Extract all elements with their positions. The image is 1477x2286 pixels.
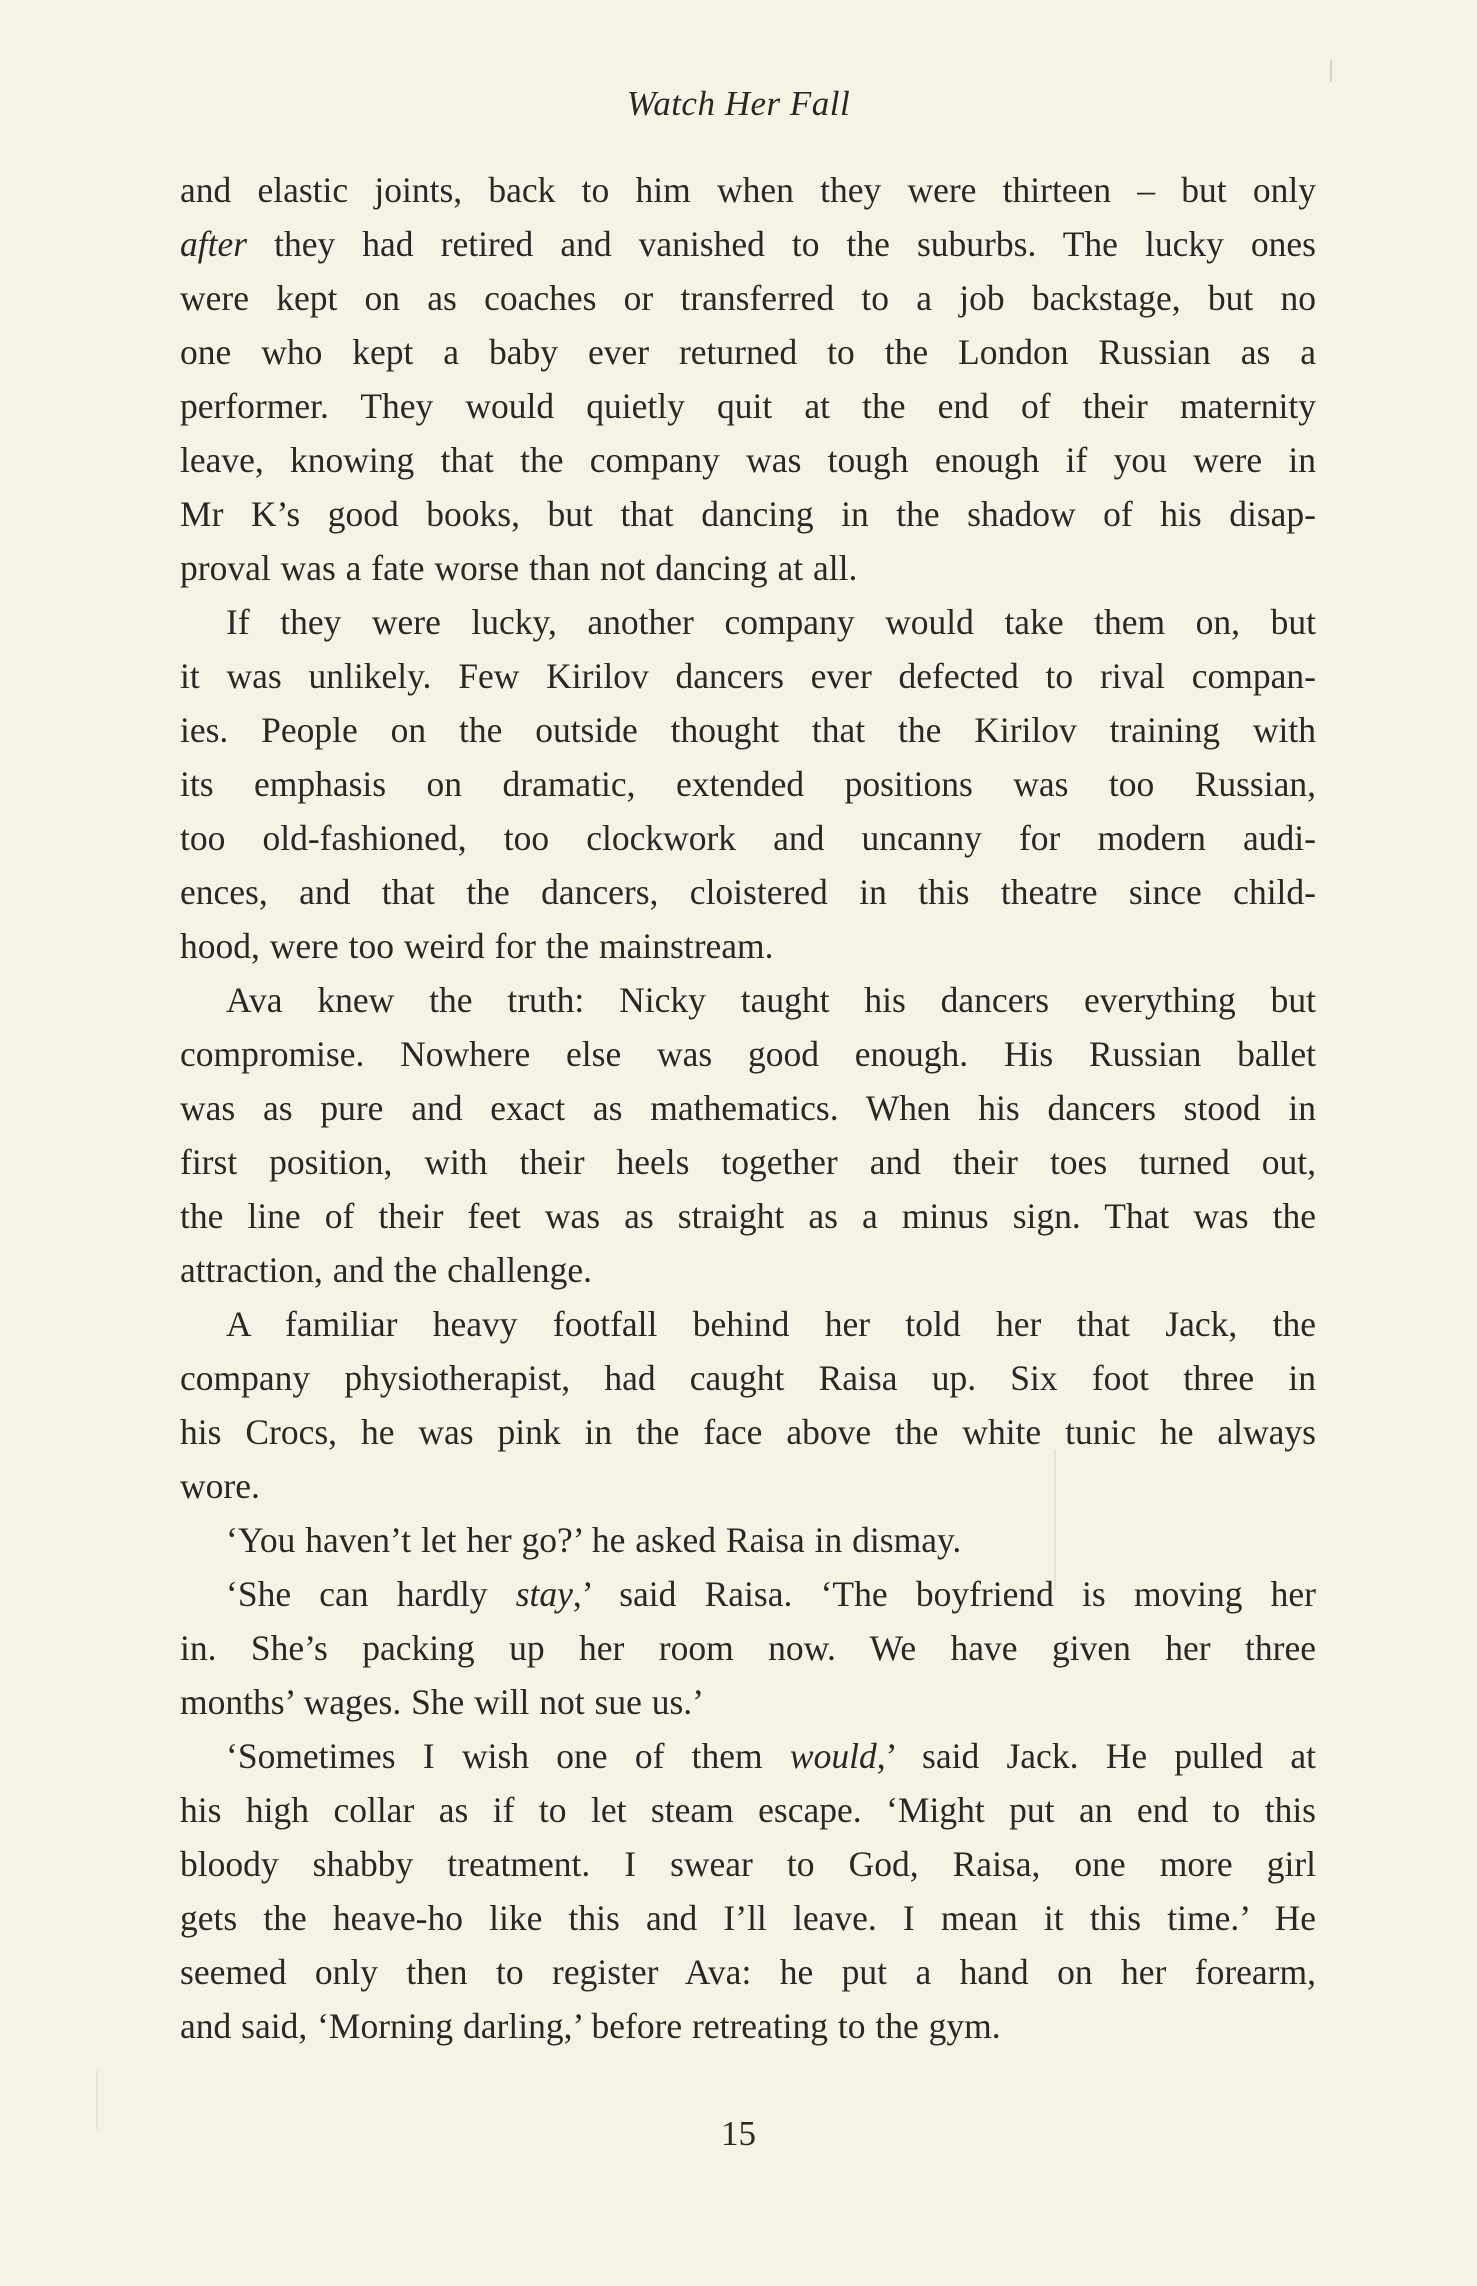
text-line — [180, 1729, 1316, 1783]
text-run: leave, knowing that the company was tough enough if you were in — [180, 440, 1316, 480]
text-line — [180, 1621, 1316, 1675]
text-line — [180, 541, 1316, 595]
text-run: one who kept a baby ever returned to the London Russian as a — [180, 332, 1316, 372]
text-line — [180, 703, 1316, 757]
italic-text: after — [180, 224, 248, 264]
text-run: were kept on as coaches or transferred to a job backstage, but no — [180, 278, 1316, 318]
text-run: ,’ said Jack. He pulled at — [876, 1736, 1316, 1776]
paragraph — [180, 163, 1316, 595]
text-run: ,’ said Raisa. ‘The boyfriend is moving her — [572, 1574, 1316, 1614]
text-run: his high collar as if to let steam escape. ‘Might put an end to this — [180, 1790, 1316, 1830]
text-run: in. She’s packing up her room now. We have given her three — [180, 1628, 1316, 1668]
text-run: wore. — [180, 1466, 260, 1506]
text-run: months’ wages. She will not sue us.’ — [180, 1682, 704, 1722]
text-line — [180, 217, 1316, 271]
text-run: performer. They would quietly quit at the end of their maternity — [180, 386, 1316, 426]
text-run: If they were lucky, another company would take them on, but — [226, 602, 1316, 642]
paragraph — [180, 1729, 1316, 2053]
text-run: its emphasis on dramatic, extended positions was too Russian, — [180, 764, 1316, 804]
text-line — [180, 1999, 1316, 2053]
text-line — [180, 1837, 1316, 1891]
text-run: company physiotherapist, had caught Raisa up. Six foot three in — [180, 1358, 1316, 1398]
text-line — [180, 1891, 1316, 1945]
text-line — [180, 595, 1316, 649]
text-line — [180, 325, 1316, 379]
text-run: ‘She can hardly — [226, 1574, 516, 1614]
text-line — [180, 865, 1316, 919]
page-number: 15 — [721, 2114, 756, 2153]
text-run: ‘Sometimes I wish one of them — [226, 1736, 790, 1776]
paragraph — [180, 595, 1316, 973]
text-run: too old-fashioned, too clockwork and uncanny for modern audi- — [180, 818, 1316, 858]
paragraph — [180, 973, 1316, 1297]
text-line — [180, 757, 1316, 811]
text-line — [180, 1783, 1316, 1837]
text-line — [180, 163, 1316, 217]
text-run: was as pure and exact as mathematics. When his dancers stood in — [180, 1088, 1316, 1128]
text-run: bloody shabby treatment. I swear to God, Raisa, one more girl — [180, 1844, 1316, 1884]
text-run: gets the heave-ho like this and I’ll leave. I mean it this time.’ He — [180, 1898, 1316, 1938]
text-line — [180, 1945, 1316, 1999]
text-run: they had retired and vanished to the suburbs. The lucky ones — [247, 224, 1316, 264]
paragraph — [180, 1297, 1316, 1513]
text-run: hood, were too weird for the mainstream. — [180, 926, 774, 966]
text-run: Ava knew the truth: Nicky taught his dancers everything but — [226, 980, 1316, 1020]
text-line — [180, 379, 1316, 433]
paragraph — [180, 1567, 1316, 1729]
italic-text: stay — [515, 1574, 573, 1614]
text-line — [180, 1189, 1316, 1243]
italic-text: would — [789, 1736, 877, 1776]
text-line — [180, 1675, 1316, 1729]
body-text — [180, 163, 1316, 2053]
text-line — [180, 1513, 1316, 1567]
text-run: compromise. Nowhere else was good enough. His Russian ballet — [180, 1034, 1316, 1074]
text-line — [180, 1351, 1316, 1405]
text-line — [180, 811, 1316, 865]
text-run: and said, ‘Morning darling,’ before retreating to the gym. — [180, 2006, 1001, 2046]
text-line — [180, 1243, 1316, 1297]
text-run: ences, and that the dancers, cloistered in this theatre since child- — [180, 872, 1316, 912]
text-run: his Crocs, he was pink in the face above the white tunic he always — [180, 1412, 1316, 1452]
text-run: A familiar heavy footfall behind her told her that Jack, the — [226, 1304, 1316, 1344]
paragraph — [180, 1513, 1316, 1567]
running-head: Watch Her Fall — [626, 84, 851, 123]
text-run: Mr K’s good books, but that dancing in the shadow of his disap- — [180, 494, 1316, 534]
text-line — [180, 973, 1316, 1027]
text-line — [180, 433, 1316, 487]
text-line — [180, 1027, 1316, 1081]
text-run: attraction, and the challenge. — [180, 1250, 593, 1290]
text-run: proval was a fate worse than not dancing at all. — [180, 548, 858, 588]
text-line — [180, 649, 1316, 703]
text-run: and elastic joints, back to him when they were thirteen – but only — [180, 170, 1316, 210]
text-line — [180, 1405, 1316, 1459]
text-run: ies. People on the outside thought that the Kirilov training with — [180, 710, 1316, 750]
text-run: the line of their feet was as straight as a minus sign. That was the — [180, 1196, 1316, 1236]
text-line — [180, 1081, 1316, 1135]
text-run: ‘You haven’t let her go?’ he asked Raisa in dismay. — [226, 1520, 962, 1560]
text-line — [180, 1135, 1316, 1189]
text-line — [180, 1567, 1316, 1621]
text-run: seemed only then to register Ava: he put a hand on her forearm, — [180, 1952, 1316, 1992]
text-line — [180, 919, 1316, 973]
text-line — [180, 271, 1316, 325]
text-run: it was unlikely. Few Kirilov dancers ever defected to rival compan- — [180, 656, 1316, 696]
text-line — [180, 1297, 1316, 1351]
text-run: first position, with their heels together and their toes turned out, — [180, 1142, 1316, 1182]
text-line — [180, 1459, 1316, 1513]
text-line — [180, 487, 1316, 541]
